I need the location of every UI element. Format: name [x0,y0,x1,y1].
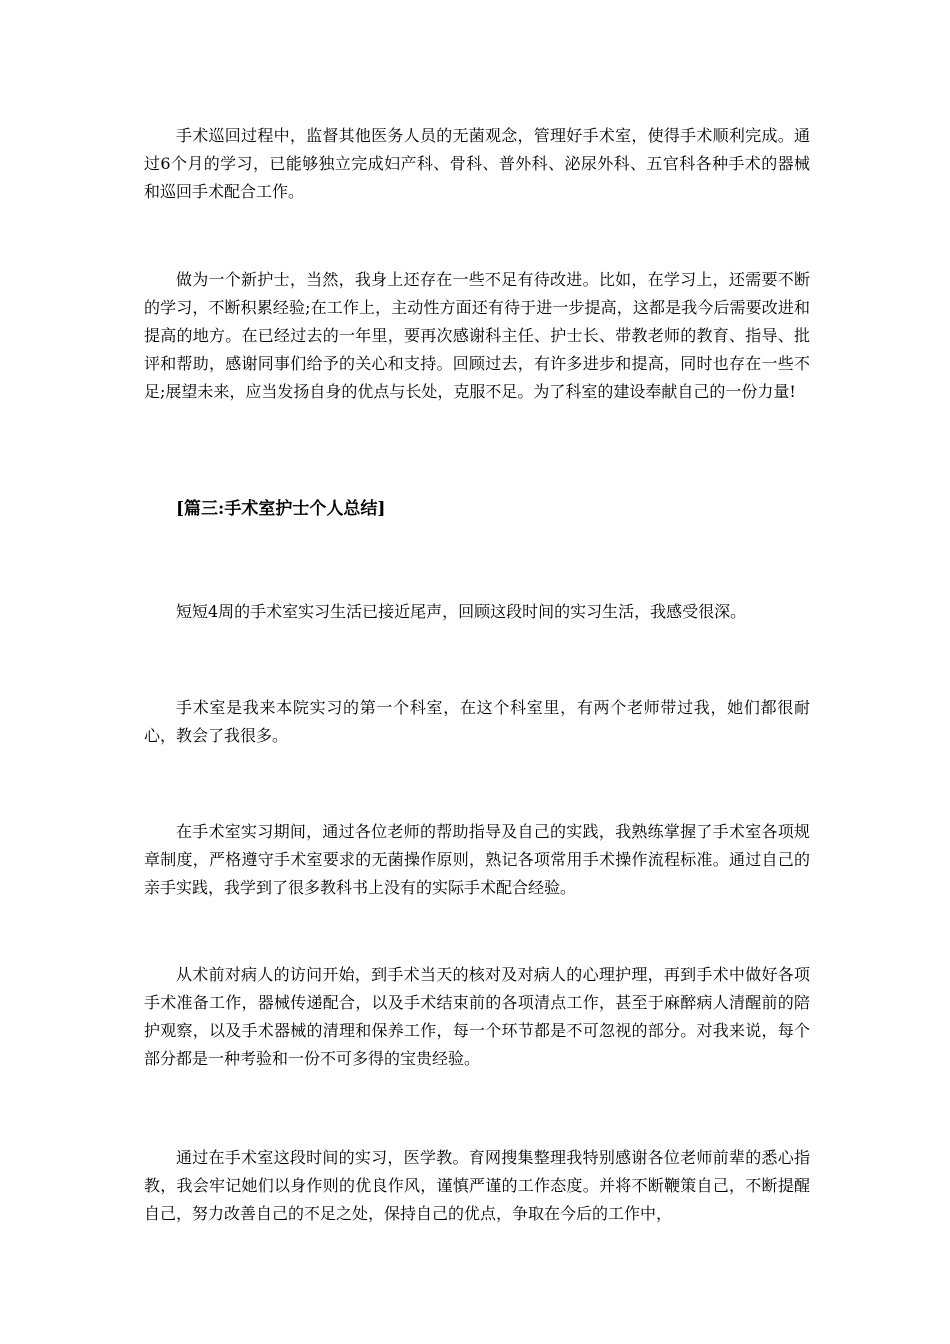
paragraph-internship-intro: 短短4周的手术室实习生活已接近尾声，回顾这段时间的实习生活，我感受很深。 [176,602,747,621]
section-heading: [篇三:手术室护士个人总结] [176,499,386,519]
paragraph-surgical-circulation: 手术巡回过程中，监督其他医务人员的无菌观念，管理好手术室，使得手术顺利完成。通过6个月的学习，已能够独立完成妇产科、骨科、普外科、泌尿外科、五官科各种手术的器械和巡回手术配合工作。 [144,126,810,201]
paragraph-internship-practice: 在手术室实习期间，通过各位老师的帮助指导及自己的实践，我熟练掌握了手术室各项规章制度，严格遵守手术室要求的无菌操作原则，熟记各项常用手术操作流程标准。通过自己的亲手实践，我学到了很多教科书上没有的实际手术配合经验。 [144,822,810,897]
paragraph-surgery-workflow: 从术前对病人的访问开始，到手术当天的核对及对病人的心理护理，再到手术中做好各项手术准备工作，器械传递配合，以及手术结束前的各项清点工作，甚至于麻醉病人清醒前的陪护观察，以及手术器械的清理和保养工作，每一个环节都是不可忽视的部分。对我来说，每个部分都是一种考验和一份不可多得的宝贵经验。 [144,965,810,1068]
paragraph-gratitude: 通过在手术室这段时间的实习，医学教。育网搜集整理我特别感谢各位老师前辈的悉心指教，我会牢记她们以身作则的优良作风，谨慎严谨的工作态度。并将不断鞭策自己，不断提醒自己，努力改善自己的不足之处，保持自己的优点，争取在今后的工作中， [144,1148,810,1223]
paragraph-first-department: 手术室是我来本院实习的第一个科室，在这个科室里，有两个老师带过我，她们都很耐心，教会了我很多。 [144,698,810,745]
paragraph-new-nurse-reflection: 做为一个新护士，当然，我身上还存在一些不足有待改进。比如，在学习上，还需要不断的学习，不断积累经验;在工作上，主动性方面还有待于进一步提高，这都是我今后需要改进和提高的地方。在已经过去的一年里，要再次感谢科主任、护士长、带教老师的教育、指导、批评和帮助，感谢同事们给予的关心和支持。回顾过去，有许多进步和提高，同时也存在一些不足;展望未来，应当发扬自身的优点与长处，克服不足。为了科室的建设奉献自己的一份力量! [144,270,810,401]
